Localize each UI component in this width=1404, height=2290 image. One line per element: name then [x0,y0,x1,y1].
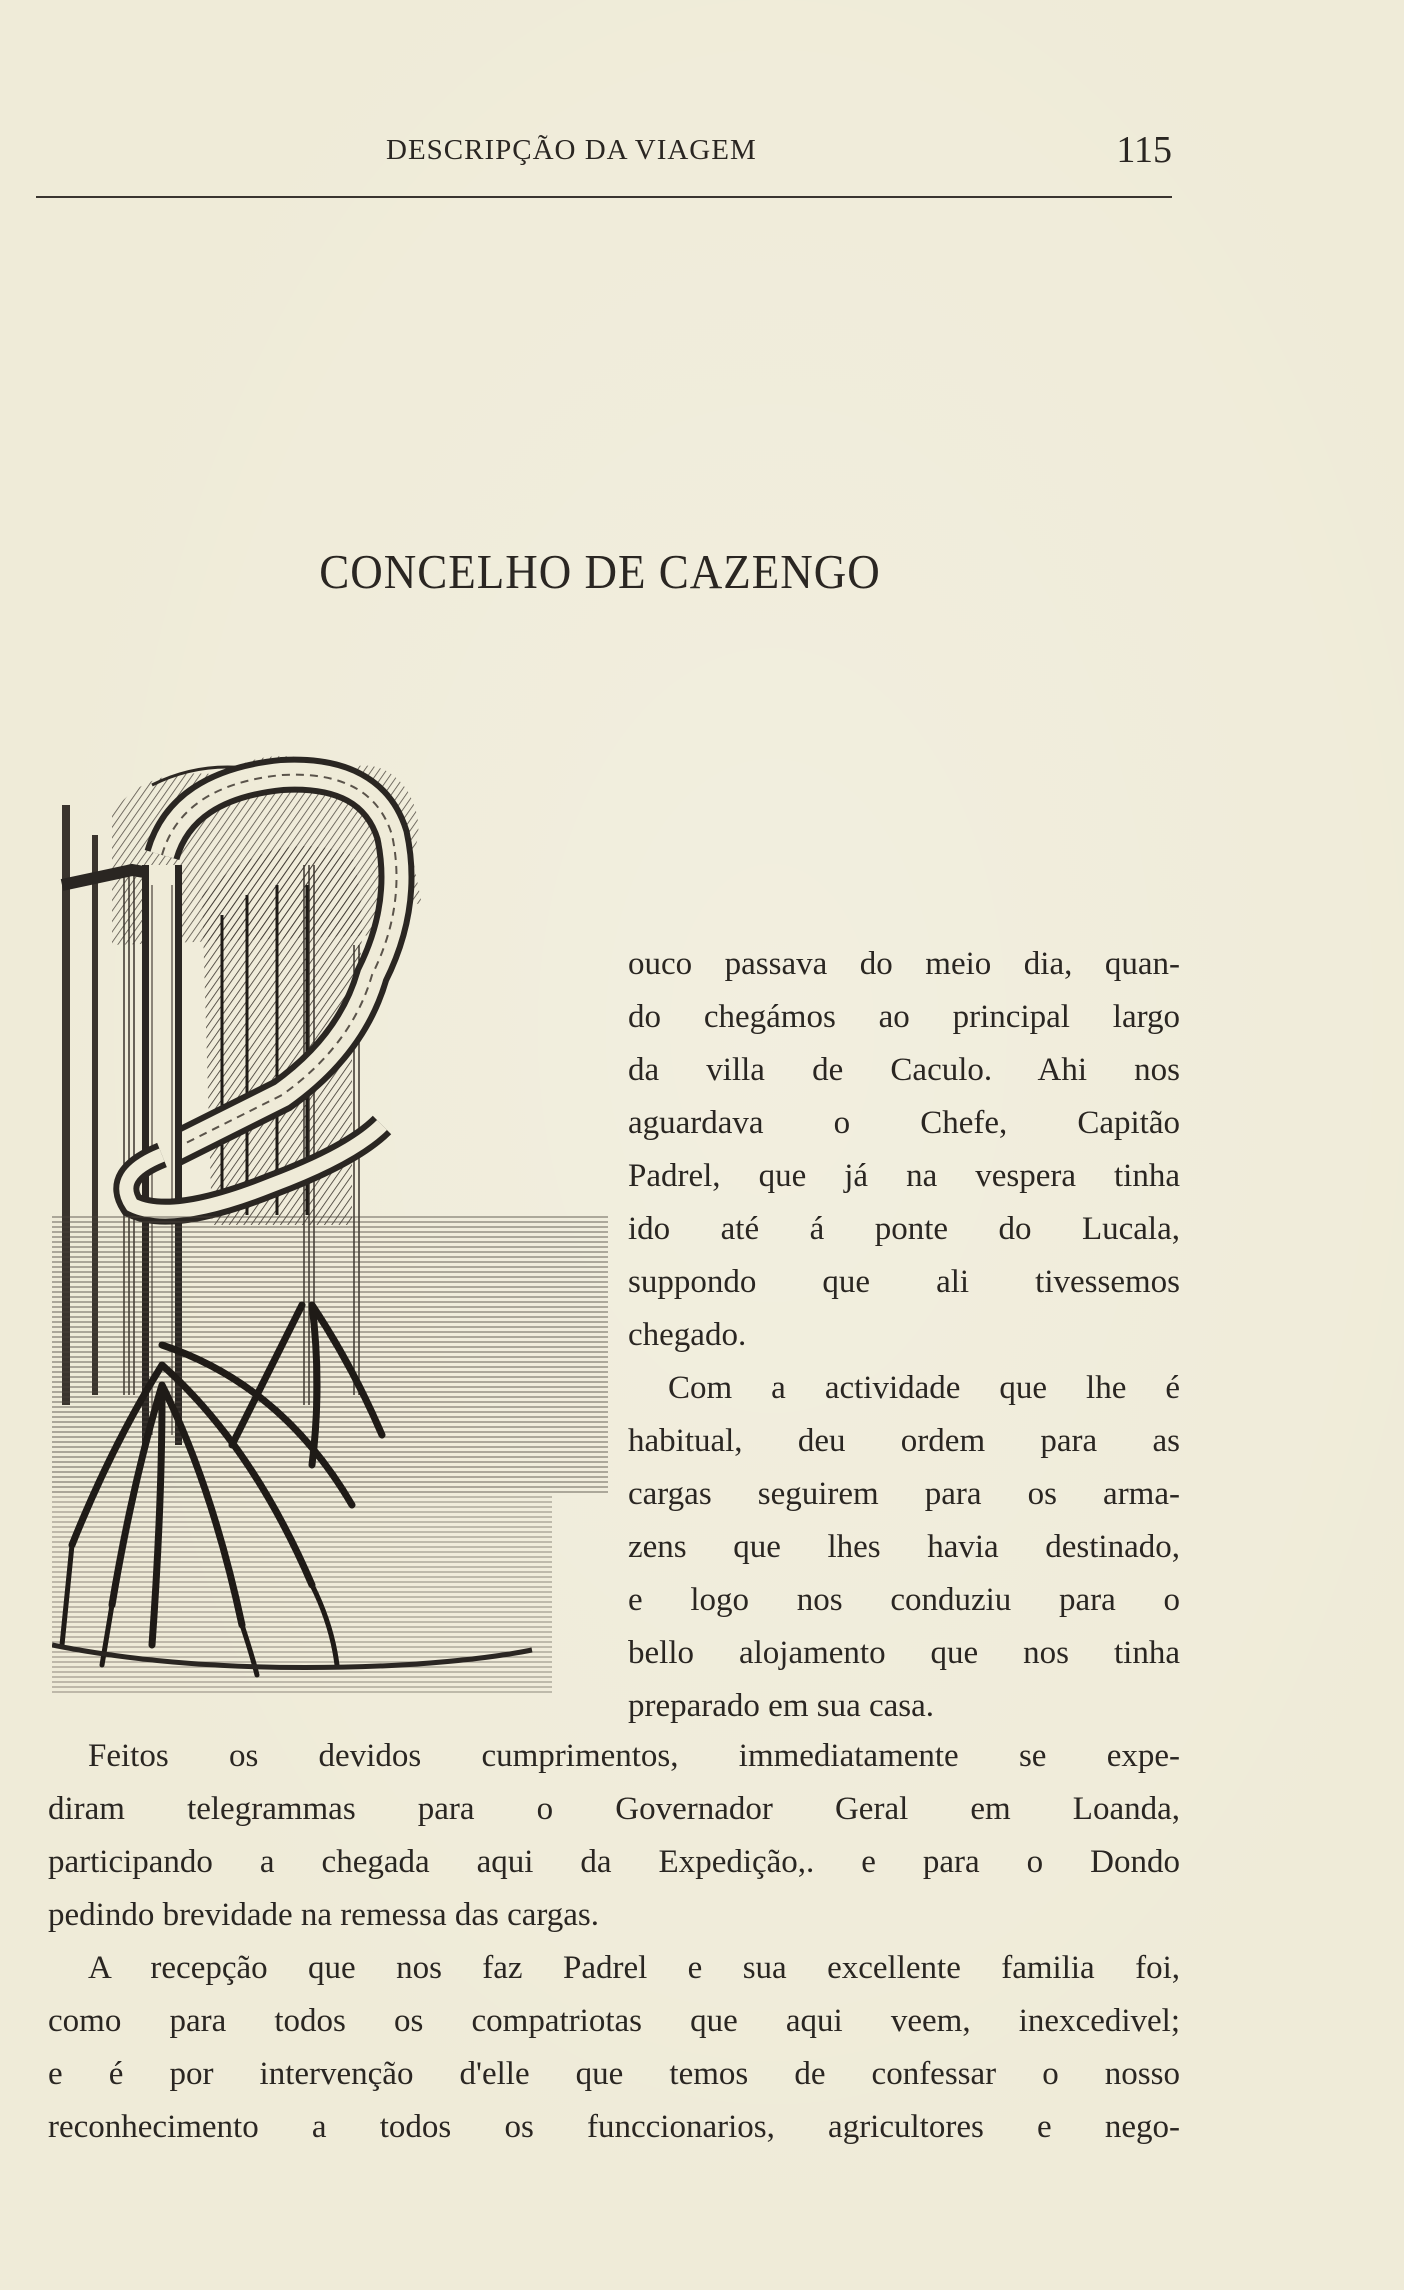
text-line: como para todos os compatriotas que aqui veem, inexcedivel; [48,2003,1180,2039]
body-text-full-width [48,1730,1180,2154]
text-line: preparado em sua casa. [628,1688,935,1724]
text-line: aguardava o Chefe, Capitão [628,1105,1180,1141]
running-head: DESCRIPÇÃO DA VIAGEM [386,134,757,166]
body-text-beside-illustration [628,938,1180,1733]
text-line: zens que lhes havia destinado, [628,1529,1180,1565]
text-line: chegado. [628,1317,747,1353]
text-line: do chegámos ao principal largo [628,999,1180,1035]
text-line: e logo nos conduziu para o [628,1582,1180,1618]
text-line: diram telegrammas para o Governador Geral em Loanda, [48,1791,1180,1827]
header-rule [36,196,1172,198]
section-title: CONCELHO DE CAZENGO [319,545,881,599]
page-number: 115 [1116,129,1172,171]
text-line: bello alojamento que nos tinha [628,1635,1180,1671]
text-line: suppondo que ali tivessemos [628,1264,1180,1300]
drop-cap-illustration [52,745,608,1705]
text-line: habitual, deu ordem para as [628,1423,1180,1459]
text-line: Padrel, que já na vespera tinha [628,1158,1180,1194]
text-line: ido até á ponte do Lucala, [628,1211,1180,1247]
text-line: cargas seguirem para os arma- [628,1476,1180,1512]
text-line: da villa de Caculo. Ahi nos [628,1052,1180,1088]
text-line: pedindo brevidade na remessa das cargas. [48,1897,600,1933]
text-line: A recepção que nos faz Padrel e sua excellente familia foi, [88,1950,1180,1986]
text-line: participando a chegada aqui da Expedição,. e para o Dondo [48,1844,1180,1880]
text-line: Feitos os devidos cumprimentos, immediatamente se expe- [88,1738,1180,1774]
text-line: ouco passava do meio dia, quan- [628,946,1180,982]
text-line: Com a actividade que lhe é [668,1370,1180,1406]
text-line: e é por intervenção d'elle que temos de confessar o nosso [48,2056,1180,2092]
page-header [36,128,1172,192]
text-line: reconhecimento a todos os funccionarios, agricultores e nego- [48,2109,1180,2145]
